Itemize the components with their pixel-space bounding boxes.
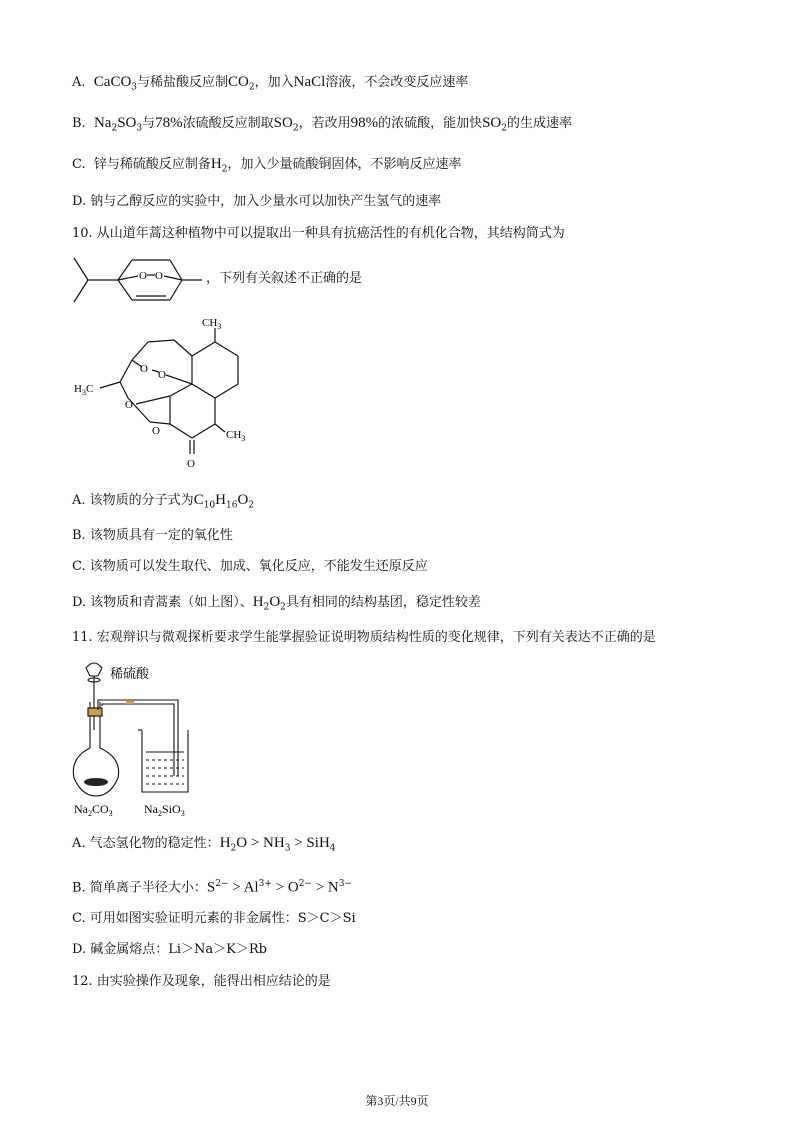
q12-stem: 12. 由实验操作及现象，能得出相应结论的是 bbox=[72, 974, 331, 989]
q10-option-c: C. 该物质可以发生取代、加成、氧化反应，不能发生还原反应 bbox=[72, 559, 428, 574]
q10-structure-small bbox=[70, 252, 210, 306]
q10-ch3-top: $CH_3$ bbox=[202, 317, 222, 331]
q10-option-b: B. 该物质具有一定的氧化性 bbox=[72, 528, 233, 543]
q10-o-5: O bbox=[187, 458, 195, 470]
q11-option-a: A. 气态氢化物的稳定性：$H_2O > NH_3 > SiH_4$ bbox=[72, 835, 336, 854]
q10-stem-2: ，下列有关叙述不正确的是 bbox=[206, 271, 363, 286]
q11-stem: 11. 宏观辩识与微观探析要求学生能掌握验证说明物质结构性质的变化规律，下列有关表达不正确的是 bbox=[72, 630, 656, 645]
q10-o-4: O bbox=[152, 425, 160, 437]
q10-o-3: O bbox=[125, 399, 133, 411]
q11-option-c: C. 可用如图实验证明元素的非金属性：S＞C＞Si bbox=[72, 911, 356, 926]
q10-stem: 10. 从山道年蒿这种植物中可以提取出一种具有抗癌活性的有机化合物，其结构简式为 bbox=[72, 226, 565, 241]
q10-o-2: O bbox=[158, 369, 166, 381]
q10-option-a: A. 该物质的分子式为$C_{10}H_{16}O_2$ bbox=[72, 492, 255, 511]
q11-option-b: B. 简单离子半径大小：$S^{2-} > Al^{3+} > O^{2-} > N^{3-}$ bbox=[72, 879, 353, 896]
q9-option-b: B. $Na_2SO_3$与78%浓硫酸反应制取$SO_2$，若改用98%的浓硫酸，能加快$SO_2$的生成速率 bbox=[72, 115, 573, 134]
q10-artemisinin-structure bbox=[70, 312, 260, 472]
q10-ch3-right: $CH_3$ bbox=[226, 429, 246, 443]
q10-option-d: D. 该物质和青蒿素（如上图）、$H_2O_2$具有相同的结构基团，稳定性较差 bbox=[72, 594, 481, 613]
q11-option-d: D. 碱金属熔点：Li＞Na＞K＞Rb bbox=[72, 942, 267, 957]
q10-small-o2: O bbox=[155, 270, 163, 282]
q10-h3c: $H_3C$ bbox=[74, 383, 94, 397]
q9-option-a: A. CaCO$_3$与稀盐酸反应制$CO_2$，加入NaCl溶液，不会改变反应速率 bbox=[72, 74, 469, 93]
q11-apparatus-diagram bbox=[68, 658, 238, 818]
page-footer: 第3页/共9页 bbox=[365, 1094, 429, 1108]
beaker-label: $Na_2SiO_3$ bbox=[144, 802, 185, 818]
q10-small-o1: O bbox=[139, 270, 147, 282]
flask-label: $Na_2CO_3$ bbox=[74, 802, 113, 818]
q9-option-c: C. 锌与稀硫酸反应制备$H_2$，加入少量硫酸铜固体，不影响反应速率 bbox=[72, 156, 462, 175]
acid-label: 稀硫酸 bbox=[110, 667, 150, 682]
q10-o-1: O bbox=[140, 363, 148, 375]
q9-option-d: D. 钠与乙醇反应的实验中，加入少量水可以加快产生氢气的速率 bbox=[72, 194, 442, 209]
